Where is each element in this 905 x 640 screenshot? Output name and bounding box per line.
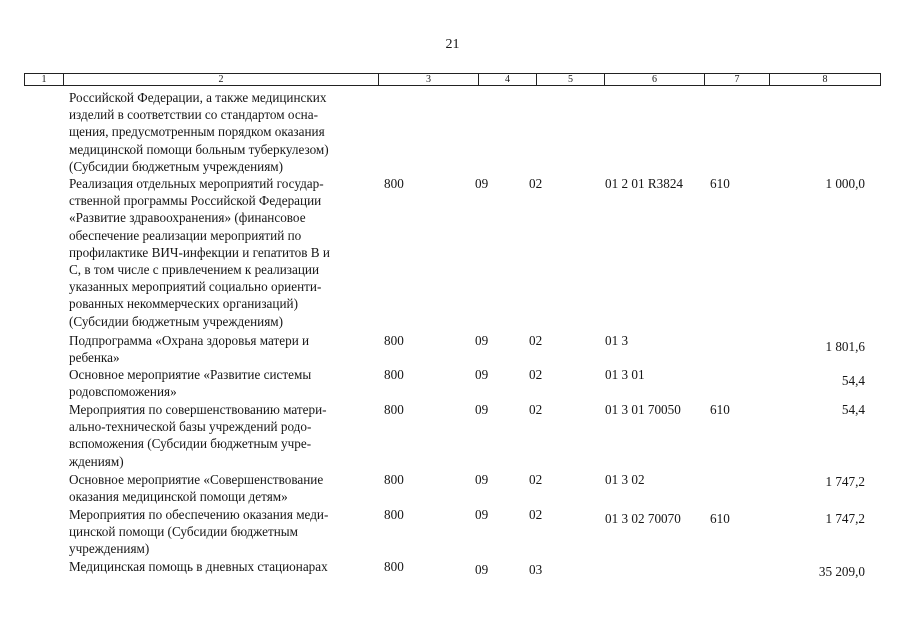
cell-target-article: 01 3 01 70050 xyxy=(605,402,681,417)
cell-subsection-code: 02 xyxy=(529,507,543,522)
row-description xyxy=(69,175,379,330)
description-line: вспоможения (Субсидии бюджетным учре- xyxy=(69,436,312,452)
row-description xyxy=(69,506,379,558)
cell-expense-type: 610 xyxy=(710,176,730,191)
cell-amount: 54,4 xyxy=(841,373,865,388)
description-line: обеспечение реализации мероприятий по xyxy=(69,227,302,243)
cell-amount: 1 747,2 xyxy=(825,511,865,526)
cell-ministry-code: 800 xyxy=(384,367,404,382)
description-line: медицинской помощи больным туберкулезом) xyxy=(69,141,329,157)
cell-amount: 1 801,6 xyxy=(825,339,865,354)
cell-ministry-code: 800 xyxy=(384,472,404,487)
description-line: (Субсидии бюджетным учреждениям) xyxy=(69,158,283,174)
cell-target-article: 01 3 02 70070 xyxy=(605,511,681,526)
description-line: Основное мероприятие «Совершенствование xyxy=(69,472,324,487)
table-column-header xyxy=(24,73,881,86)
cell-section-code: 09 xyxy=(475,402,489,417)
description-line: указанных мероприятий социально ориенти- xyxy=(69,279,322,295)
cell-subsection-code: 02 xyxy=(529,367,543,382)
description-line: рованных некоммерческих организаций) xyxy=(69,296,298,312)
header-col-2: 2 xyxy=(64,73,379,86)
description-line: Мероприятия по совершенствованию матери- xyxy=(69,402,327,417)
row-description xyxy=(69,89,379,175)
row-description xyxy=(69,558,379,575)
description-line: «Развитие здравоохранения» (финансовое xyxy=(69,210,306,226)
cell-target-article: 01 2 01 R3824 xyxy=(605,176,684,191)
cell-ministry-code: 800 xyxy=(384,176,404,191)
description-line: ждениям) xyxy=(69,453,124,469)
cell-amount: 1 000,0 xyxy=(825,176,865,191)
header-col-8: 8 xyxy=(770,73,881,86)
description-line: С, в том числе с привлечением к реализации xyxy=(69,262,320,278)
cell-section-code: 09 xyxy=(475,562,489,577)
cell-expense-type: 610 xyxy=(710,511,730,526)
cell-expense-type: 610 xyxy=(710,402,730,417)
row-description xyxy=(69,401,379,470)
cell-amount: 35 209,0 xyxy=(818,564,865,579)
description-line: ально-технической базы учреждений родо- xyxy=(69,419,312,435)
description-line: родовспоможения» xyxy=(69,384,177,400)
row-description xyxy=(69,332,379,366)
description-line: ственной программы Российской Федерации xyxy=(69,193,322,209)
cell-amount: 1 747,2 xyxy=(825,474,865,489)
header-col-3: 3 xyxy=(379,73,479,86)
header-col-7: 7 xyxy=(705,73,770,86)
header-col-5: 5 xyxy=(537,73,605,86)
page-number: 21 xyxy=(445,37,460,52)
cell-section-code: 09 xyxy=(475,367,489,382)
description-line: цинской помощи (Субсидии бюджетным xyxy=(69,524,298,540)
description-line: оказания медицинской помощи детям» xyxy=(69,489,288,505)
cell-section-code: 09 xyxy=(475,472,489,487)
cell-ministry-code: 800 xyxy=(384,333,404,348)
row-description xyxy=(69,366,379,400)
row-description xyxy=(69,471,379,505)
description-line: ребенка» xyxy=(69,350,120,366)
cell-ministry-code: 800 xyxy=(384,402,404,417)
cell-ministry-code: 800 xyxy=(384,507,404,522)
cell-subsection-code: 02 xyxy=(529,333,543,348)
cell-subsection-code: 03 xyxy=(529,562,543,577)
cell-subsection-code: 02 xyxy=(529,176,543,191)
description-line: учреждениям) xyxy=(69,541,150,557)
cell-target-article: 01 3 01 xyxy=(605,367,645,382)
description-line: (Субсидии бюджетным учреждениям) xyxy=(69,313,283,329)
header-col-4: 4 xyxy=(479,73,537,86)
cell-amount: 54,4 xyxy=(841,402,865,417)
description-line: Медицинская помощь в дневных стационарах xyxy=(69,559,328,574)
cell-section-code: 09 xyxy=(475,507,489,522)
cell-target-article: 01 3 02 xyxy=(605,472,645,487)
description-line: Реализация отдельных мероприятий государ- xyxy=(69,176,324,191)
description-line: Мероприятия по обеспечению оказания меди- xyxy=(69,507,329,522)
cell-ministry-code: 800 xyxy=(384,559,404,574)
description-line: Российской Федерации, а также медицинских xyxy=(69,90,327,105)
cell-section-code: 09 xyxy=(475,333,489,348)
cell-target-article: 01 3 xyxy=(605,333,629,348)
description-line: профилактике ВИЧ-инфекции и гепатитов В и xyxy=(69,244,330,260)
header-col-6: 6 xyxy=(605,73,705,86)
header-col-1: 1 xyxy=(24,73,64,86)
cell-section-code: 09 xyxy=(475,176,489,191)
description-line: изделий в соответствии со стандартом осна- xyxy=(69,107,318,123)
description-line: Основное мероприятие «Развитие системы xyxy=(69,367,312,382)
cell-subsection-code: 02 xyxy=(529,472,543,487)
description-line: щения, предусмотренным порядком оказания xyxy=(69,124,325,140)
cell-subsection-code: 02 xyxy=(529,402,543,417)
description-line: Подпрограмма «Охрана здоровья матери и xyxy=(69,333,310,348)
